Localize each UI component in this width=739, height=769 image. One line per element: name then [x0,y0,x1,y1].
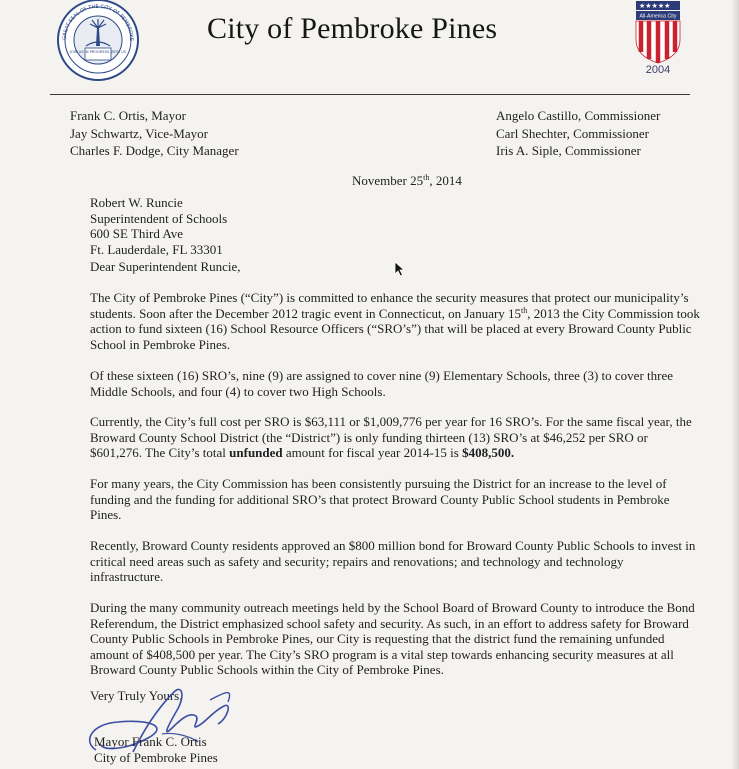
officials-left-list [70,107,239,160]
seal-motto: JOIN US IN PROGRESS WITH US [69,50,127,54]
award-year: 2004 [645,64,671,76]
letterhead-divider [50,94,690,95]
date-ordinal: th [423,173,430,182]
official-commissioner-2: Carl Shechter, Commissioner [496,125,649,141]
recipient-address [90,195,227,257]
paragraph-5: Recently, Broward County residents approved an $800 million bond for Broward County Public Schools to invest in critical need areas such as safety and security; repairs and renovations; and technology and technology infrastructure. [90,538,696,585]
paragraph-2: Of these sixteen (16) SRO’s, nine (9) are assigned to cover nine (9) Elementary Schools, three (3) to cover three Middle Schools, and four (4) to cover two High Schools. [90,368,674,399]
date-year: , 2014 [429,173,462,188]
recipient-name: Robert W. Runcie [90,195,183,210]
all-america-city-badge [630,0,686,80]
recipient-city: Ft. Lauderdale, FL 33301 [90,241,223,257]
salutation: Dear Superintendent Runcie, [90,259,241,274]
city-name-title: City of Pembroke Pines [207,12,498,45]
official-commissioner-3: Iris A. Siple, Commissioner [496,143,641,158]
signatory-org: City of Pembroke Pines [94,749,218,765]
official-commissioner-1: Angelo Castillo, Commissioner [496,108,661,123]
official-vice-mayor: Jay Schwartz, Vice-Mayor [70,125,208,141]
signatory-block [94,734,218,765]
all-america-city-shield-icon [630,0,686,64]
official-city-manager: Charles F. Dodge, City Manager [70,143,239,158]
city-seal-icon [56,0,140,84]
svg-text:★★★★★: ★★★★★ [639,2,671,10]
paragraph-6: During the many community outreach meetings held by the School Board of Broward County to introduce the Bond Referendum, the District emphasized school safety and security. As such, in an effort to address safety for Broward County Public Schools in Pembroke Pines, our City is requesting that the district fund the remaining unfunded amount of $408,500 per year. The City’s SRO program is a vital step towards enhancing security measures at all Broward County Public Schools within the City of Pembroke Pines. [90,600,695,678]
paragraph-4: For many years, the City Commission has been consistently pursuing the District for an increase to the level of funding and the funding for additional SRO’s that protect Broward County Public School students in Pembroke Pines. [90,476,670,523]
mouse-pointer-icon [394,261,406,277]
paragraph-3: Currently, the City’s full cost per SRO is $63,111 or $1,009,776 per year for 16 SRO’s. For the same fiscal year, the Broward County School District (the “District”) is only funding thirteen (13) SRO’s at $46,252 per SRO or $601,276. The City’s total unfunded amount for fiscal year 2014-15 is $408,500. [90,414,692,461]
seal-ring-text: GREAT SEAL OF THE CITY OF PEMBROKE [61,3,135,42]
letter-date [352,173,462,189]
page-edge-shadow [731,0,739,769]
award-label: All-America City [639,13,677,20]
signatory-name: Mayor Frank C. Ortis [94,734,207,749]
officials-right-list [496,107,660,160]
official-mayor: Frank C. Ortis, Mayor [70,108,186,123]
paragraph-1: The City of Pembroke Pines (“City”) is committed to enhance the security measures that protect our municipality’s students. Soon after the December 2012 tragic event in Connecticut, on January 15th, 2013 the City Commission took action to fund sixteen (16) School Resource Officers (“SRO’s”) that will be placed at every Broward County Public School in Pembroke Pines. [90,290,700,352]
recipient-street: 600 SE Third Ave [90,226,184,241]
date-main: November 25 [352,173,424,188]
recipient-title: Superintendent of Schools [90,210,228,226]
closing: Very Truly Yours, [90,688,183,703]
